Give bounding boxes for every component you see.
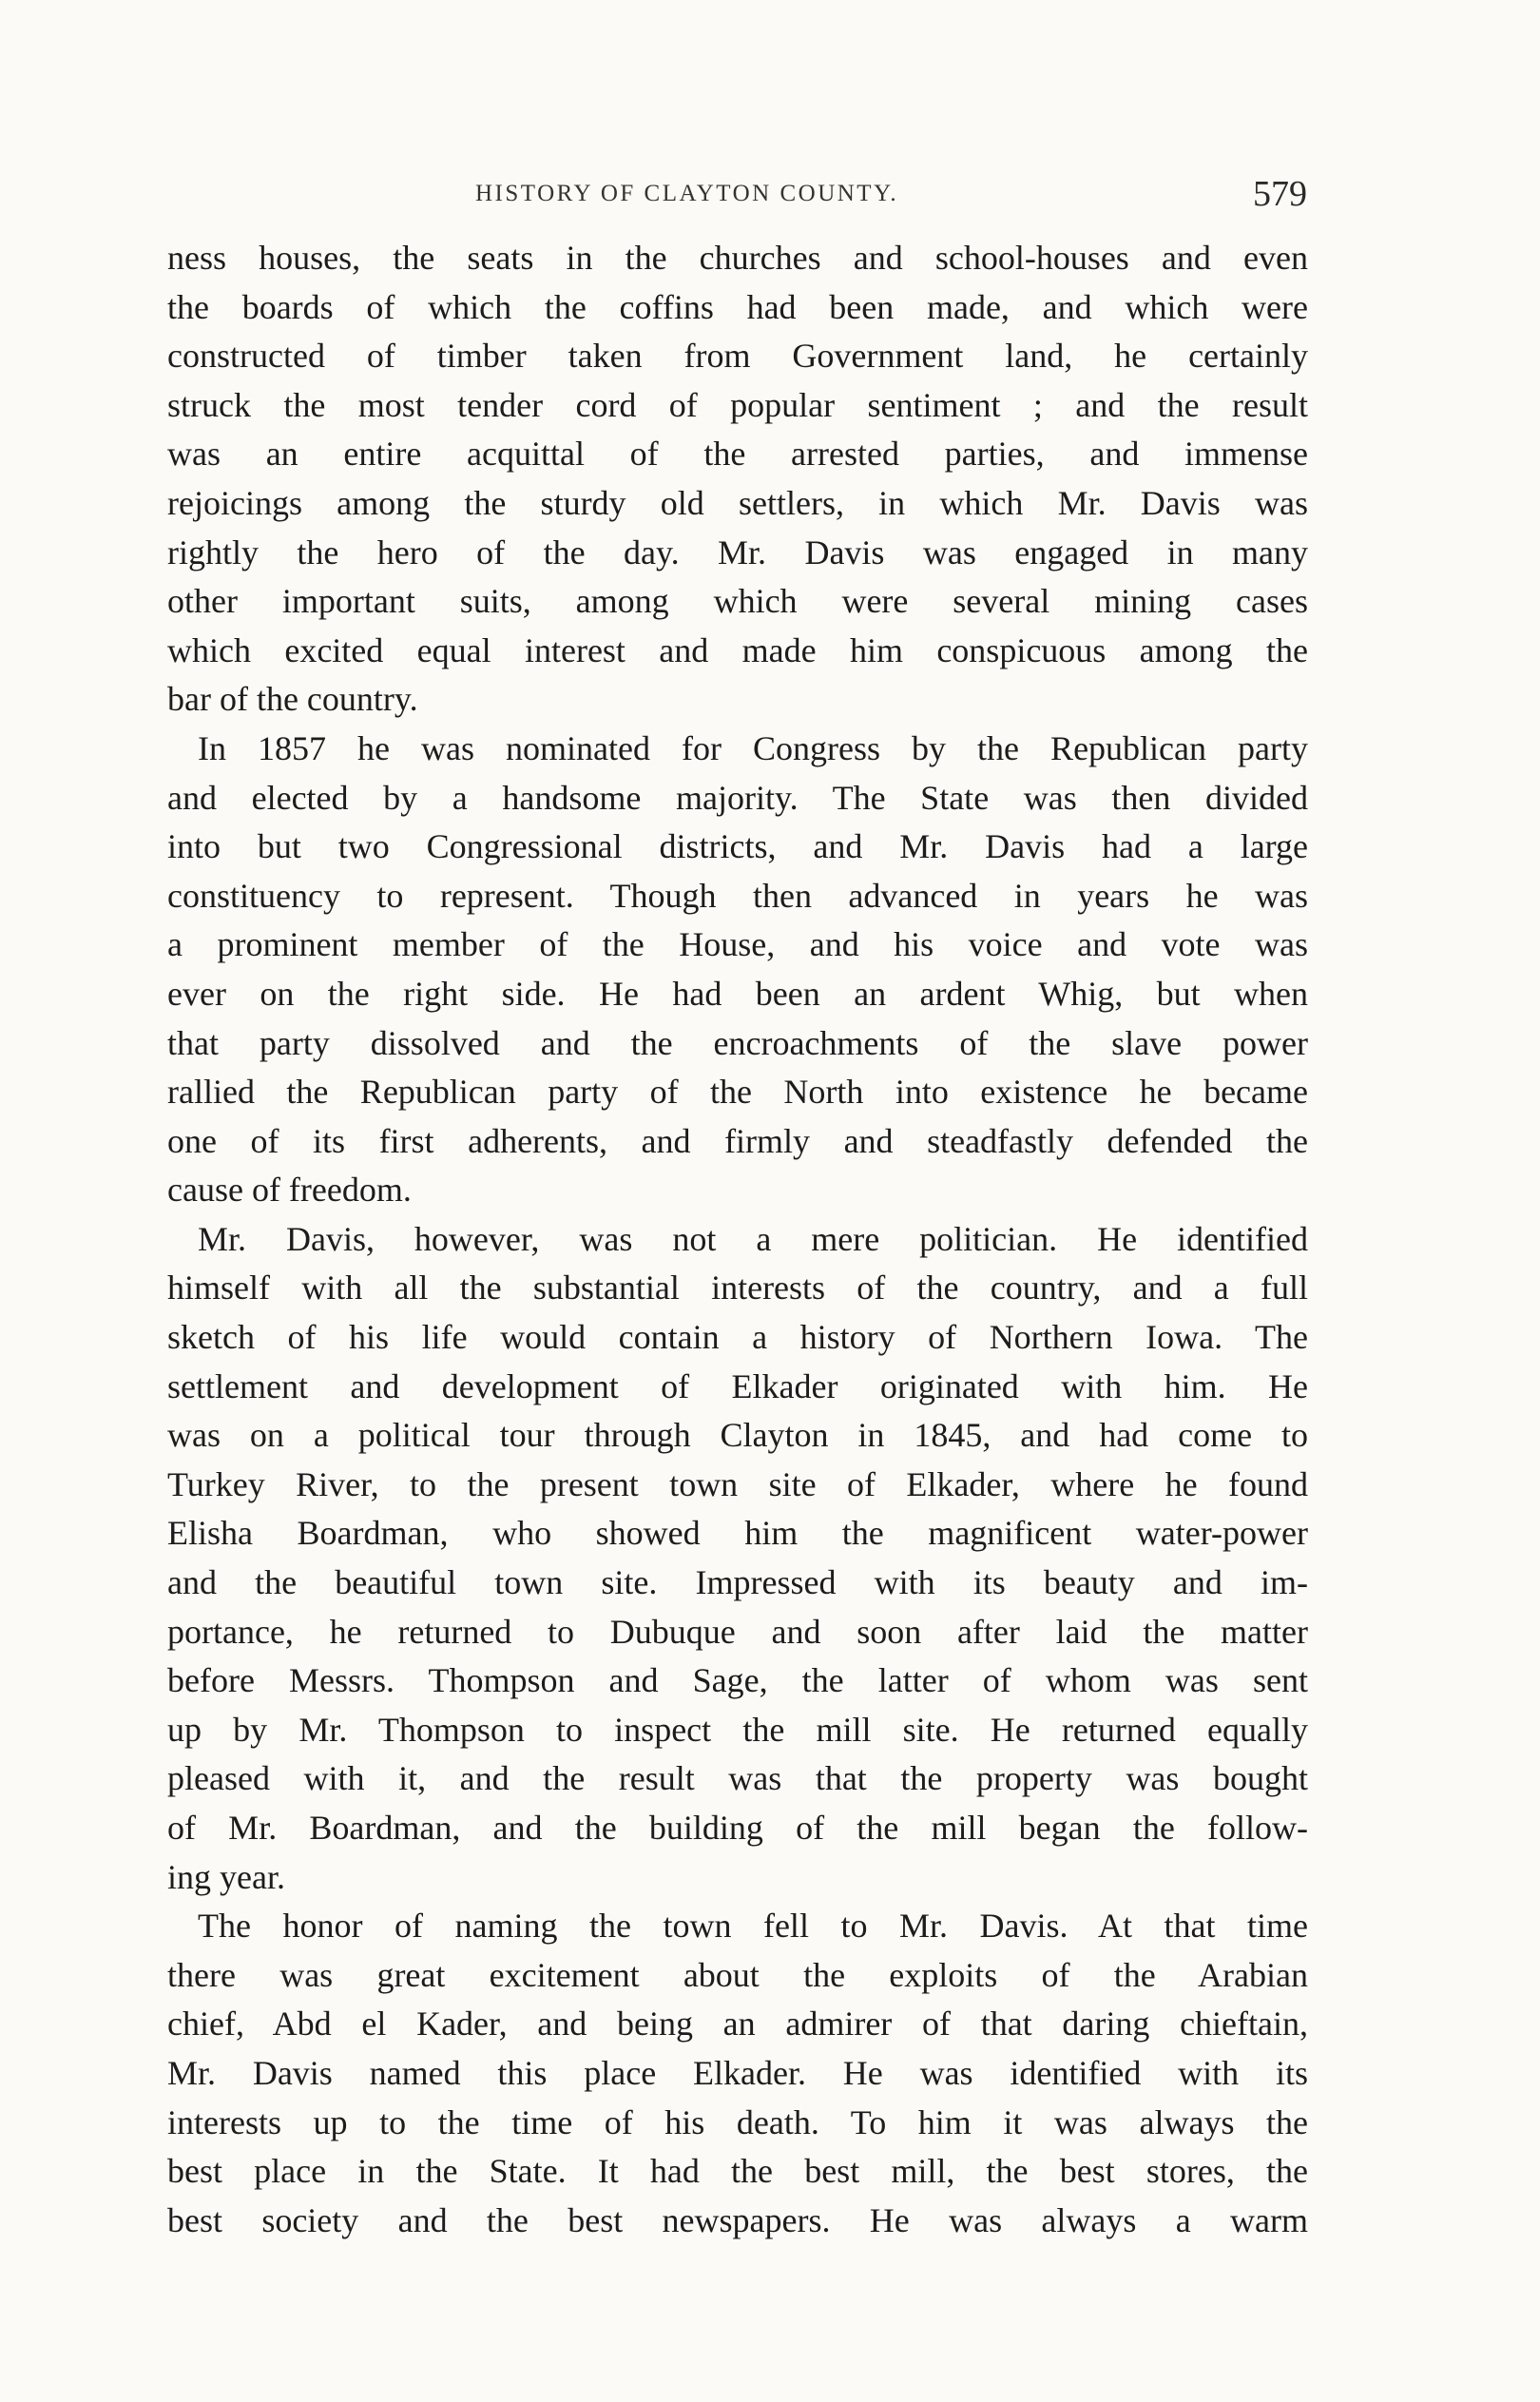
text-line: pleased with it, and the result was that the property was bought [167,1759,1308,1798]
text-line: into but two Congressional districts, and Mr. Davis had a large [167,827,1308,866]
text-line: before Messrs. Thompson and Sage, the latter of whom was sent [167,1661,1308,1700]
text-line: up by Mr. Thompson to inspect the mill site. He returned equally [167,1710,1308,1749]
text-line: cause of freedom. [167,1171,412,1210]
text-line: rejoicings among the sturdy old settlers, in which Mr. Davis was [167,483,1308,522]
text-line: settlement and development of Elkader originated with him. He [167,1366,1308,1405]
text-line: was on a political tour through Clayton in 1845, and had come to [167,1416,1308,1455]
text-line: constructed of timber taken from Government land, he certainly [167,337,1308,376]
text-line: other important suits, among which were several mining cases [167,582,1308,621]
body-text [167,234,1308,2245]
text-line: constituency to represent. Though then advanced in years he was [167,876,1308,915]
text-line: and elected by a handsome majority. The State was then divided [167,778,1308,817]
text-line: best society and the best newspapers. He was always a warm [167,2200,1308,2239]
text-line: ing year. [167,1857,285,1896]
text-line: In 1857 he was nominated for Congress by the Republican party [198,728,1308,767]
text-line: bar of the country. [167,680,418,719]
text-line: there was great excitement about the exploits of the Arabian [167,1955,1308,1994]
text-line: of Mr. Boardman, and the building of the mill began the follow- [167,1809,1308,1847]
text-line: sketch of his life would contain a history of Northern Iowa. The [167,1318,1308,1357]
text-line: ness houses, the seats in the churches and school-houses and even [167,239,1308,277]
page-number: 579 [1253,174,1307,214]
text-line: Elisha Boardman, who showed him the magnificent water-power [167,1514,1308,1553]
text-line: Turkey River, to the present town site of Elkader, where he found [167,1464,1308,1503]
text-line: one of its first adherents, and firmly and steadfastly defended the [167,1121,1308,1160]
text-line: which excited equal interest and made him conspicuous among the [167,630,1308,669]
text-line: interests up to the time of his death. To him it was always the [167,2102,1308,2141]
text-line: Mr. Davis named this place Elkader. He was identified with its [167,2053,1308,2092]
text-line: the boards of which the coffins had been made, and which were [167,287,1308,326]
text-line: portance, he returned to Dubuque and soon after laid the matter [167,1612,1308,1651]
text-line: was an entire acquittal of the arrested parties, and immense [167,435,1308,474]
text-line: himself with all the substantial interests of the country, and a full [167,1269,1308,1308]
text-line: struck the most tender cord of popular sentiment ; and the result [167,385,1308,424]
text-line: best place in the State. It had the best mill, the best stores, the [167,2152,1308,2191]
text-line: and the beautiful town site. Impressed with its beauty and im- [167,1563,1308,1602]
running-head: HISTORY OF CLAYTON COUNTY. [475,181,899,206]
text-line: a prominent member of the House, and his voice and vote was [167,925,1308,964]
text-line: chief, Abd el Kader, and being an admirer of that daring chieftain, [167,2005,1308,2044]
text-line: The honor of naming the town fell to Mr. Davis. At that time [198,1907,1308,1946]
text-line: that party dissolved and the encroachments of the slave power [167,1023,1308,1062]
text-line: rallied the Republican party of the North into existence he became [167,1073,1308,1112]
text-line: Mr. Davis, however, was not a mere politician. He identified [198,1219,1308,1258]
text-line: ever on the right side. He had been an ardent Whig, but when [167,974,1308,1013]
text-line: rightly the hero of the day. Mr. Davis was engaged in many [167,533,1308,571]
